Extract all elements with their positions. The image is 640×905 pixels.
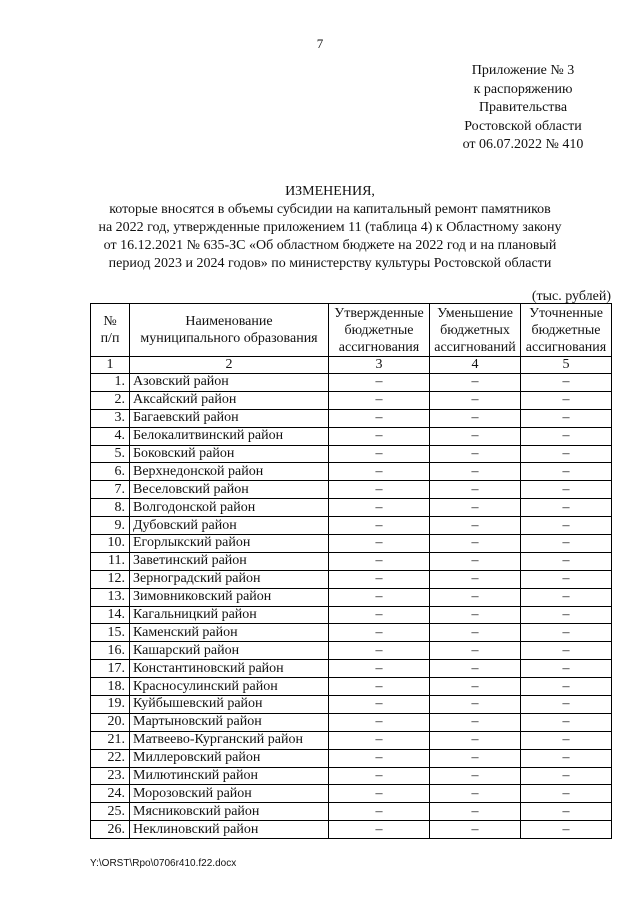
decrease-value: – — [430, 481, 521, 499]
file-path-footer: Y:\ORST\Rpo\0706r410.f22.docx — [90, 858, 237, 869]
adjusted-value: – — [521, 499, 612, 517]
approved-value: – — [329, 731, 430, 749]
decrease-value: – — [430, 427, 521, 445]
adjusted-value: – — [521, 785, 612, 803]
header-name — [130, 304, 329, 357]
row-number: 12. — [91, 570, 130, 588]
district-name: Милютинский район — [130, 767, 329, 785]
approved-value: – — [329, 696, 430, 714]
appendix-block — [438, 62, 608, 155]
district-name: Мартыновский район — [130, 713, 329, 731]
table-row — [91, 391, 612, 409]
header-text: бюджетные — [531, 322, 601, 338]
row-number: 10. — [91, 535, 130, 553]
approved-value: – — [329, 803, 430, 821]
district-name: Дубовский район — [130, 517, 329, 535]
adjusted-value: – — [521, 749, 612, 767]
row-number: 6. — [91, 463, 130, 481]
approved-value: – — [329, 678, 430, 696]
row-number: 19. — [91, 696, 130, 714]
decrease-value: – — [430, 624, 521, 642]
table-row — [91, 409, 612, 427]
adjusted-value: – — [521, 642, 612, 660]
approved-value: – — [329, 570, 430, 588]
header-text: ассигнования — [525, 339, 607, 355]
header-approved — [329, 304, 430, 357]
approved-value: – — [329, 713, 430, 731]
row-number: 26. — [91, 821, 130, 839]
adjusted-value: – — [521, 660, 612, 678]
table-row — [91, 499, 612, 517]
adjusted-value: – — [521, 445, 612, 463]
approved-value: – — [329, 624, 430, 642]
appendix-line: Правительства — [478, 100, 568, 115]
approved-value: – — [329, 535, 430, 553]
header-text: ассигнования — [338, 339, 420, 355]
decrease-value: – — [430, 570, 521, 588]
row-number: 25. — [91, 803, 130, 821]
district-name: Веселовский район — [130, 481, 329, 499]
header-text: ассигнований — [434, 339, 516, 355]
decrease-value: – — [430, 821, 521, 839]
table-row — [91, 821, 612, 839]
decrease-value: – — [430, 713, 521, 731]
row-number: 3. — [91, 409, 130, 427]
header-text: Уменьшение — [437, 305, 513, 321]
approved-value: – — [329, 749, 430, 767]
table-row — [91, 749, 612, 767]
row-number: 24. — [91, 785, 130, 803]
row-number: 4. — [91, 427, 130, 445]
adjusted-value: – — [521, 821, 612, 839]
adjusted-value: – — [521, 678, 612, 696]
decrease-value: – — [430, 552, 521, 570]
approved-value: – — [329, 517, 430, 535]
table-row — [91, 427, 612, 445]
adjusted-value: – — [521, 535, 612, 553]
column-number: 1 — [91, 357, 130, 374]
district-name: Куйбышевский район — [130, 696, 329, 714]
table-row — [91, 463, 612, 481]
column-number: 2 — [130, 357, 329, 374]
table-row — [91, 588, 612, 606]
column-number: 3 — [329, 357, 430, 374]
approved-value: – — [329, 606, 430, 624]
subsidy-table — [90, 303, 612, 839]
table-row — [91, 803, 612, 821]
column-number: 4 — [430, 357, 521, 374]
table-row — [91, 731, 612, 749]
table-row — [91, 535, 612, 553]
decrease-value: – — [430, 731, 521, 749]
district-name: Неклиновский район — [130, 821, 329, 839]
district-name: Матвеево-Курганский район — [130, 731, 329, 749]
table-row — [91, 767, 612, 785]
table-row — [91, 570, 612, 588]
header-text: Наименование — [185, 314, 273, 329]
district-name: Зерноградский район — [130, 570, 329, 588]
row-number: 18. — [91, 678, 130, 696]
table-row — [91, 660, 612, 678]
district-name: Морозовский район — [130, 785, 329, 803]
decrease-value: – — [430, 660, 521, 678]
decrease-value: – — [430, 535, 521, 553]
table-row — [91, 642, 612, 660]
title-line: от 16.12.2021 № 635-ЗС «Об областном бюджете на 2022 год и на плановый — [103, 238, 557, 253]
adjusted-value: – — [521, 624, 612, 642]
district-name: Мясниковский район — [130, 803, 329, 821]
approved-value: – — [329, 445, 430, 463]
district-name: Миллеровский район — [130, 749, 329, 767]
row-number: 13. — [91, 588, 130, 606]
appendix-line: от 06.07.2022 № 410 — [462, 137, 584, 152]
row-number: 23. — [91, 767, 130, 785]
adjusted-value: – — [521, 588, 612, 606]
table-row — [91, 696, 612, 714]
adjusted-value: – — [521, 570, 612, 588]
row-number: 22. — [91, 749, 130, 767]
appendix-line: к распоряжению — [473, 81, 573, 97]
row-number: 17. — [91, 660, 130, 678]
decrease-value: – — [430, 517, 521, 535]
decrease-value: – — [430, 409, 521, 427]
district-name: Багаевский район — [130, 409, 329, 427]
appendix-line: Приложение № 3 — [471, 63, 575, 78]
district-name: Аксайский район — [130, 391, 329, 409]
decrease-value: – — [430, 445, 521, 463]
row-number: 2. — [91, 391, 130, 409]
adjusted-value: – — [521, 481, 612, 499]
column-number: 5 — [521, 357, 612, 374]
page-number: 7 — [316, 36, 324, 51]
district-name: Каменский район — [130, 624, 329, 642]
approved-value: – — [329, 409, 430, 427]
title-line: на 2022 год, утвержденные приложением 11 (таблица 4) к Областному закону — [98, 220, 562, 235]
units-label: (тыс. рублей) — [531, 289, 611, 304]
adjusted-value: – — [521, 803, 612, 821]
header-text: Утвержденные — [334, 305, 424, 321]
decrease-value: – — [430, 678, 521, 696]
appendix-line: Ростовской области — [464, 118, 582, 134]
header-text: Уточненные — [529, 305, 603, 321]
row-number: 9. — [91, 517, 130, 535]
table-row — [91, 678, 612, 696]
district-name: Заветинский район — [130, 552, 329, 570]
document-title — [80, 183, 580, 273]
decrease-value: – — [430, 391, 521, 409]
decrease-value: – — [430, 588, 521, 606]
row-number: 16. — [91, 642, 130, 660]
district-name: Красносулинский район — [130, 678, 329, 696]
table-row — [91, 517, 612, 535]
decrease-value: – — [430, 749, 521, 767]
row-number: 11. — [91, 552, 130, 570]
district-name: Зимовниковский район — [130, 588, 329, 606]
district-name: Кашарский район — [130, 642, 329, 660]
table-row — [91, 481, 612, 499]
approved-value: – — [329, 660, 430, 678]
approved-value: – — [329, 499, 430, 517]
adjusted-value: – — [521, 606, 612, 624]
decrease-value: – — [430, 803, 521, 821]
approved-value: – — [329, 391, 430, 409]
adjusted-value: – — [521, 427, 612, 445]
adjusted-value: – — [521, 731, 612, 749]
approved-value: – — [329, 767, 430, 785]
decrease-value: – — [430, 463, 521, 481]
row-number: 1. — [91, 374, 130, 392]
adjusted-value: – — [521, 374, 612, 392]
decrease-value: – — [430, 499, 521, 517]
adjusted-value: – — [521, 391, 612, 409]
adjusted-value: – — [521, 713, 612, 731]
table-row — [91, 374, 612, 392]
row-number: 21. — [91, 731, 130, 749]
approved-value: – — [329, 427, 430, 445]
approved-value: – — [329, 552, 430, 570]
decrease-value: – — [430, 785, 521, 803]
title-line: которые вносятся в объемы субсидии на капитальный ремонт памятников — [109, 202, 551, 217]
row-number: 20. — [91, 713, 130, 731]
decrease-value: – — [430, 696, 521, 714]
row-number: 5. — [91, 445, 130, 463]
title-line: период 2023 и 2024 годов» по министерству культуры Ростовской области — [108, 256, 552, 271]
approved-value: – — [329, 642, 430, 660]
table-row — [91, 713, 612, 731]
header-text: № — [103, 314, 117, 329]
adjusted-value: – — [521, 517, 612, 535]
table-row — [91, 445, 612, 463]
header-decrease — [430, 304, 521, 357]
approved-value: – — [329, 821, 430, 839]
adjusted-value: – — [521, 552, 612, 570]
approved-value: – — [329, 785, 430, 803]
table-body — [91, 374, 612, 839]
header-text: муниципального образования — [140, 331, 318, 346]
district-name: Белокалитвинский район — [130, 427, 329, 445]
decrease-value: – — [430, 767, 521, 785]
row-number: 7. — [91, 481, 130, 499]
header-text: п/п — [100, 331, 120, 346]
district-name: Волгодонской район — [130, 499, 329, 517]
adjusted-value: – — [521, 767, 612, 785]
header-text: бюджетных — [440, 322, 510, 338]
title-heading: ИЗМЕНЕНИЯ, — [285, 184, 375, 199]
approved-value: – — [329, 588, 430, 606]
district-name: Егорлыкский район — [130, 535, 329, 553]
row-number: 15. — [91, 624, 130, 642]
row-number: 14. — [91, 606, 130, 624]
approved-value: – — [329, 374, 430, 392]
decrease-value: – — [430, 606, 521, 624]
district-name: Верхнедонской район — [130, 463, 329, 481]
table-row — [91, 606, 612, 624]
table-row — [91, 552, 612, 570]
row-number: 8. — [91, 499, 130, 517]
header-adjusted — [521, 304, 612, 357]
decrease-value: – — [430, 374, 521, 392]
approved-value: – — [329, 463, 430, 481]
district-name: Кагальницкий район — [130, 606, 329, 624]
table-row — [91, 785, 612, 803]
table-row — [91, 624, 612, 642]
header-number — [91, 304, 130, 357]
decrease-value: – — [430, 642, 521, 660]
adjusted-value: – — [521, 696, 612, 714]
district-name: Боковский район — [130, 445, 329, 463]
approved-value: – — [329, 481, 430, 499]
adjusted-value: – — [521, 409, 612, 427]
district-name: Азовский район — [130, 374, 329, 392]
header-text: бюджетные — [344, 322, 414, 338]
district-name: Константиновский район — [130, 660, 329, 678]
adjusted-value: – — [521, 463, 612, 481]
